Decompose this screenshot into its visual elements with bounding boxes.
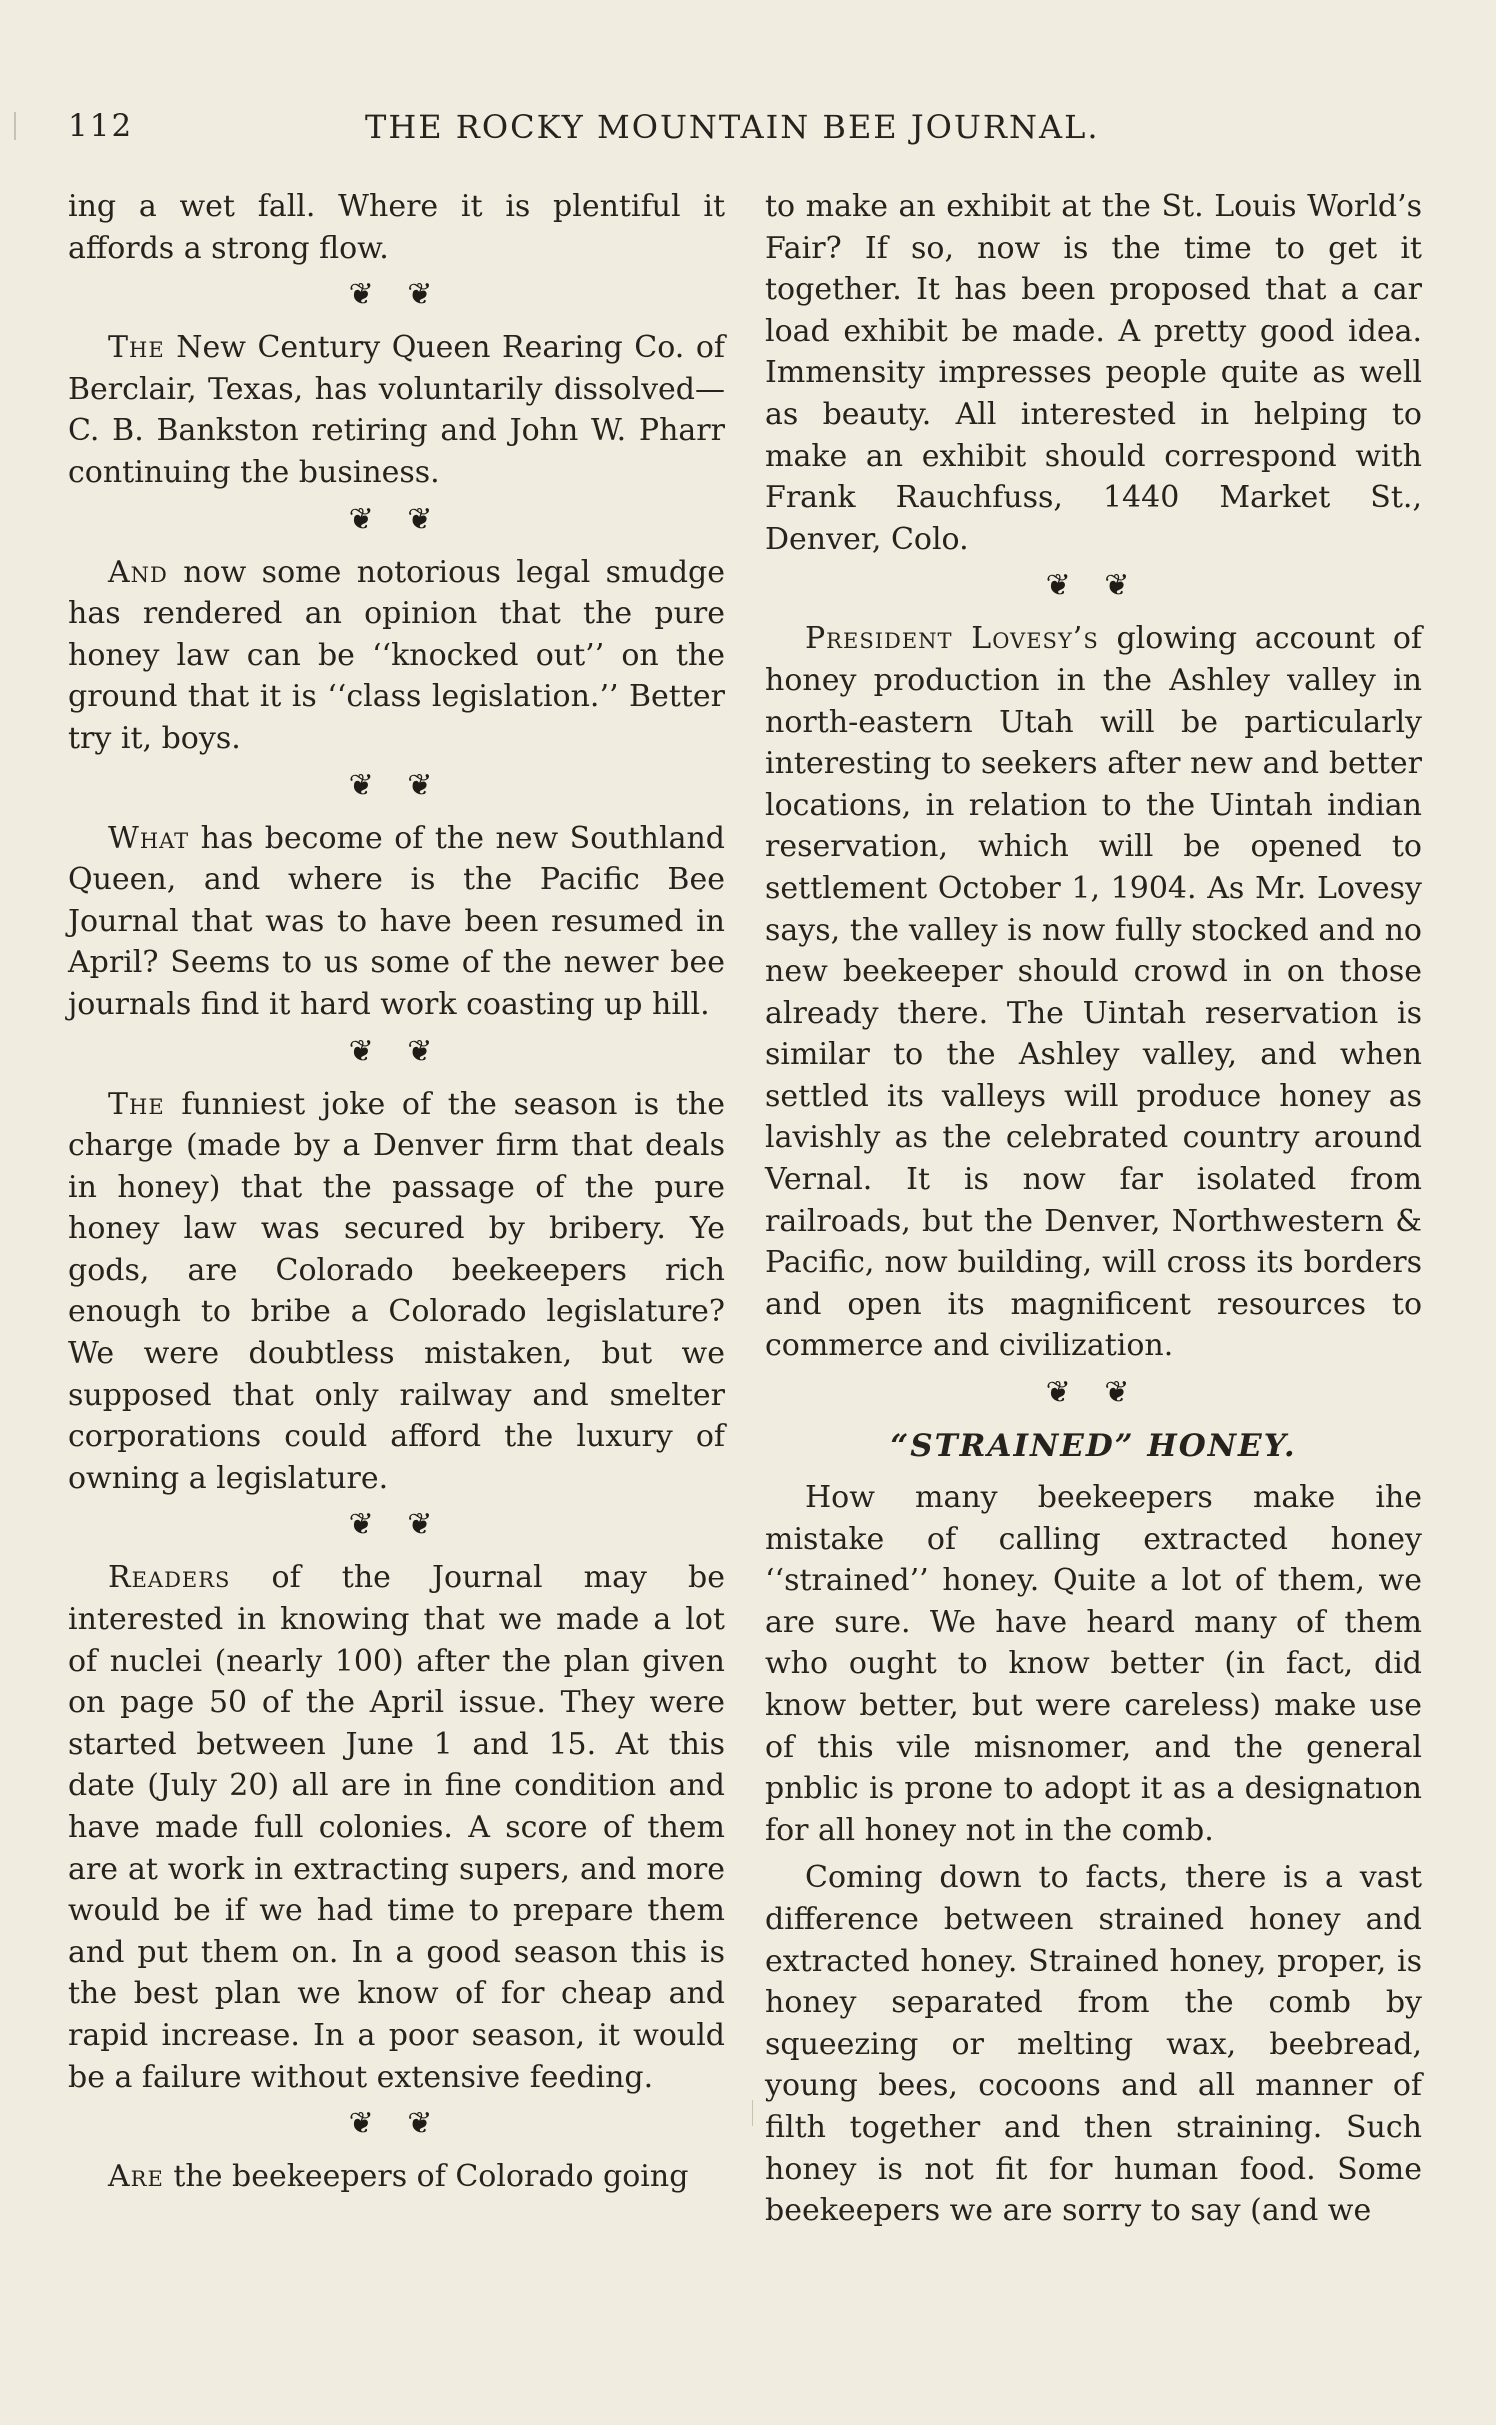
article-paragraph <box>68 2156 725 2198</box>
paragraph-lead-word: The <box>108 330 165 366</box>
fleuron-ornament-icon: ❦ ❦ <box>1045 1375 1142 1411</box>
running-title: THE ROCKY MOUNTAIN BEE JOURNAL. <box>365 108 1100 146</box>
margin-mark <box>752 2100 753 2126</box>
fleuron-ornament-icon: ❦ ❦ <box>348 277 445 313</box>
section-heading: “STRAINED” HONEY. <box>890 1428 1297 1465</box>
article-paragraph <box>765 186 1422 560</box>
article-paragraph <box>765 1857 1422 2231</box>
page-number: 112 <box>68 108 134 144</box>
left-column <box>68 186 725 2198</box>
article-paragraph <box>68 327 725 493</box>
paragraph-body: ing a wet fall. Where it is plentiful it affords a strong flow. <box>68 189 725 266</box>
paragraph-body: has become of the new Southland Queen, and where is the Pacific Bee Journal that was to have been resumed in April? Seems to us some of the newer bee journals find it hard work coasting up hill. <box>68 820 725 1022</box>
fleuron-ornament-icon: ❦ ❦ <box>1045 568 1142 604</box>
paragraph-body: to make an exhibit at the St. Louis World’s Fair? If so, now is the time to get it together. It has been proposed that a car load exhibit be made. A pretty good idea. Immensity impresses people quite as well as beauty. All interested in helping to make an exhibit should correspond with Frank Rauchfuss, 1440 Market St., Denver, Colo. <box>765 189 1422 557</box>
article-paragraph <box>68 1084 725 1500</box>
paragraph-lead-word: And <box>108 554 168 590</box>
paragraph-body: New Century Queen Rearing Co. of Berclair, Texas, has voluntarily dissolved—C. B. Bankston retiring and John W. Pharr continuing the business. <box>68 330 725 490</box>
fleuron-ornament-icon: ❦ ❦ <box>348 767 445 803</box>
page-header <box>0 108 1496 148</box>
fleuron-ornament-icon: ❦ ❦ <box>348 2106 445 2142</box>
fleuron-ornament-icon: ❦ ❦ <box>348 501 445 537</box>
paragraph-lead-word: President Lovesy’s <box>805 621 1099 657</box>
article-paragraph <box>68 1557 725 2098</box>
paragraph-body: glowing account of honey production in the Ashley valley in north-eastern Utah will be particularly interesting to seekers after new and better locations, in relation to the Uintah indian reservation, which will be opened to settlement October 1, 1904. As Mr. Lovesy says, the valley is now fully stocked and no new beekeeper should crowd in on those already there. The Uintah reservation is similar to the Ashley valley, and when settled its valleys will produce honey as lavishly as the celebrated country around Vernal. It is now far isolated from railroads, but the Denver, Northwestern & Pacific, now building, will cross its borders and open its magnificent resources to commerce and civilization. <box>765 621 1423 1364</box>
right-column <box>765 186 1422 2232</box>
paragraph-body: funniest joke of the season is the charge (made by a Denver firm that deals in honey) that the passage of the pure honey law was secured by bribery. Ye gods, are Colorado beekeepers rich enough to bribe a Colorado legislature? We were doubtless mistaken, but we supposed that only railway and smelter corporations could afford the luxury of owning a legislature. <box>68 1086 725 1496</box>
paragraph-body: the beekeepers of Colorado going <box>163 2159 689 2195</box>
fleuron-ornament-icon: ❦ ❦ <box>348 1033 445 1069</box>
margin-mark <box>14 112 16 140</box>
paragraph-body: now some notorious legal smudge has rendered an opinion that the pure honey law can be ‘‘knocked out’’ on the ground that it is ‘‘class legislation.’’ Better try it, boys. <box>68 554 725 756</box>
paragraph-lead-word: The <box>108 1086 165 1122</box>
paragraph-lead-word: Are <box>108 2159 164 2195</box>
article-paragraph <box>765 1477 1422 1851</box>
paragraph-body: of the Journal may be interested in knowing that we made a lot of nuclei (nearly 100) after the plan given on page 50 of the April issue. They were started between June 1 and 15. At this date (July 20) all are in fine condition and have made full colonies. A score of them are at work in extracting supers, and more would be if we had time to prepare them and put them on. In a good season this is the best plan we know of for cheap and rapid increase. In a poor season, it would be a failure without extensive feeding. <box>68 1560 725 2095</box>
article-paragraph <box>68 818 725 1026</box>
article-paragraph <box>68 552 725 760</box>
paragraph-body: How many beekeepers make ihe mistake of calling extracted honey ‘‘strained’’ honey. Quite a lot of them, we are sure. We have heard many of them who ought to know better (in fact, did know better, but were careless) make use of this vile misnomer, and the general pnblic is prone to adopt it as a designatıon for all honey not in the comb. <box>765 1480 1422 1848</box>
article-paragraph <box>68 186 725 269</box>
paragraph-lead-word: Readers <box>108 1560 231 1596</box>
paragraph-lead-word: What <box>108 820 190 856</box>
fleuron-ornament-icon: ❦ ❦ <box>348 1507 445 1543</box>
paragraph-body: Coming down to facts, there is a vast difference between strained honey and extracted honey. Strained honey, proper, is honey separated from the comb by squeezing or melting wax, beebread, young bees, cocoons and all manner of filth together and then straining. Such honey is not fit for human food. Some beekeepers we are sorry to say (and we <box>765 1860 1422 2229</box>
article-paragraph <box>765 618 1422 1367</box>
